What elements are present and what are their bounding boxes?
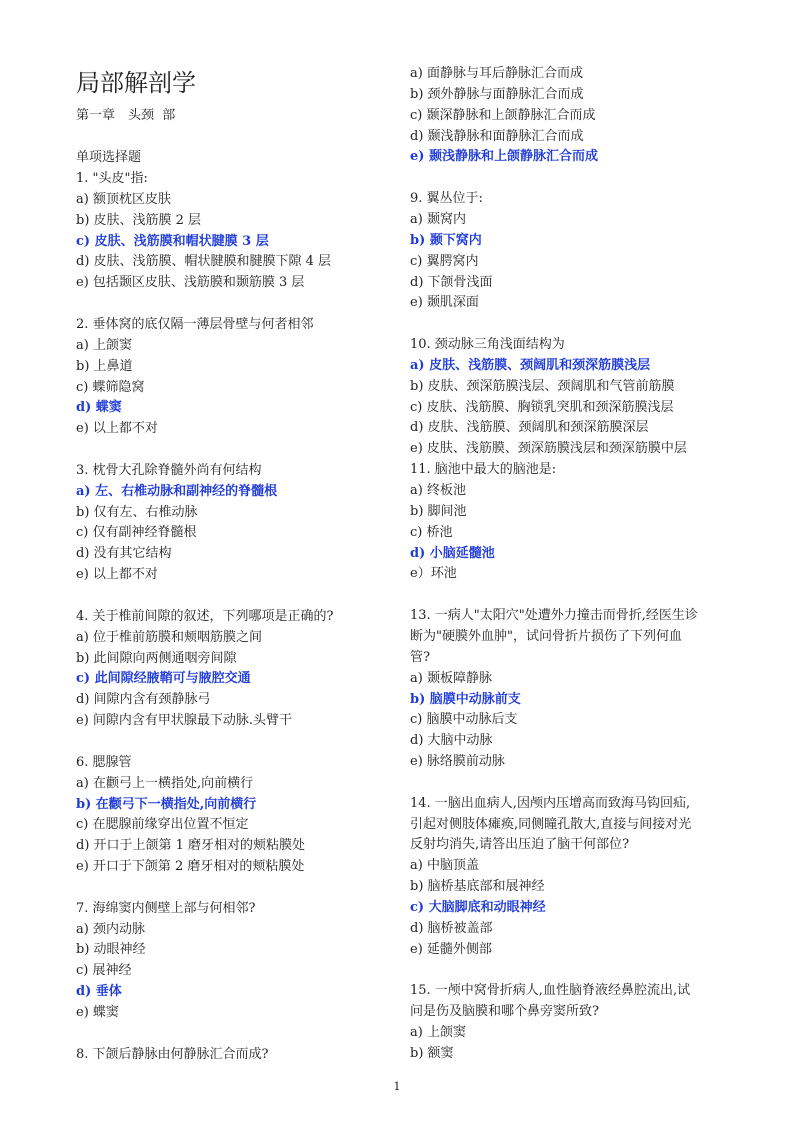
question-line: 4. 关于椎前间隙的叙述，下列哪项是正确的?: [76, 608, 334, 624]
question-line: 6. 腮腺管: [76, 754, 132, 770]
question-line: 8. 下颌后静脉由何静脉汇合而成?: [76, 1046, 269, 1062]
question-line: e) 蝶窦: [76, 1005, 119, 1020]
question-line: c) 翼腭窝内: [410, 253, 479, 269]
question-line: a) 颞窝内: [410, 211, 466, 227]
question-line: 13. 一病人"太阳穴"处遭外力撞击而骨折,经医生诊: [410, 608, 698, 624]
question-line: 7. 海绵窦内侧壁上部与何相邻?: [76, 900, 256, 916]
question-line: 1. "头皮"指:: [76, 171, 148, 186]
correct-answer-line: b) 在颧弓下一横指处,向前横行: [76, 796, 257, 812]
correct-answer-line: b) 颞下窝内: [410, 232, 482, 248]
question-line: d) 大脑中动脉: [410, 733, 493, 749]
section-heading: 单项选择题: [76, 150, 142, 165]
question-line: e) 以上都不对: [76, 567, 158, 583]
question-line: 问是伤及脑膜和哪个鼻旁窦所致?: [410, 1004, 599, 1020]
correct-answer-line: d) 小脑延髓池: [410, 545, 495, 561]
question-line: a) 位于椎前筋膜和颊咽筋膜之间: [76, 629, 262, 645]
question-line: b) 颈外静脉与面静脉汇合而成: [410, 86, 584, 102]
question-line: 2. 垂体窝的底仅隔一薄层骨壁与何者相邻: [76, 316, 314, 332]
question-line: d) 颞浅静脉和面静脉汇合而成: [410, 128, 584, 144]
question-line: d) 开口于上颌第 1 磨牙相对的颊粘膜处: [76, 838, 306, 854]
question-line: b) 上鼻道: [76, 358, 133, 374]
correct-answer-line: b) 脑膜中动脉前支: [410, 691, 521, 707]
question-line: c) 仅有副神经脊髓根: [76, 525, 197, 541]
chapter-heading: 第一章 头颈 部: [76, 108, 176, 123]
question-line: b) 此间隙向两侧通咽旁间隙: [76, 650, 237, 666]
question-line: e）环池: [410, 566, 457, 582]
question-line: d) 皮肤、浅筋膜、帽状腱膜和腱膜下隙 4 层: [76, 254, 332, 270]
question-line: 11. 脑池中最大的脑池是:: [410, 462, 557, 478]
question-line: e) 开口于下颌第 2 磨牙相对的颊粘膜处: [76, 859, 305, 875]
question-line: a) 颞板障静脉: [410, 670, 492, 686]
correct-answer-line: a) 皮肤、浅筋膜、颈阔肌和颈深筋膜浅层: [410, 357, 651, 373]
question-line: c) 蝶筛隐窝: [76, 379, 145, 395]
correct-answer-line: d) 垂体: [76, 984, 122, 1000]
question-line: e) 包括颞区皮肤、浅筋膜和颞筋膜 3 层: [76, 275, 305, 291]
question-line: 引起对侧肢体瘫痪,同侧瞳孔散大,直接与间接对光: [410, 816, 692, 832]
question-line: e) 间隙内含有甲状腺最下动脉.头臂干: [76, 713, 293, 729]
question-line: e) 颞肌深面: [410, 295, 479, 311]
question-line: c) 展神经: [76, 963, 132, 979]
question-line: c) 脑膜中动脉后支: [410, 712, 518, 728]
correct-answer-line: e) 颞浅静脉和上颌静脉汇合而成: [410, 149, 598, 165]
question-line: b) 皮肤、颈深筋膜浅层、颈阔肌和气管前筋膜: [410, 378, 675, 394]
correct-answer-line: c) 大脑脚底和动眼神经: [410, 900, 546, 915]
correct-answer-line: a) 左、右椎动脉和副神经的脊髓根: [76, 483, 278, 499]
question-line: 14. 一脑出血病人,因颅内压增高而致海马钩回疝,: [410, 795, 691, 811]
question-line: b) 动眼神经: [76, 942, 146, 958]
question-line: d) 没有其它结构: [76, 546, 172, 562]
question-line: a) 终板池: [410, 483, 466, 498]
question-line: d) 脑桥被盖部: [410, 920, 493, 936]
correct-answer-line: c) 皮肤、浅筋膜和帽状腱膜 3 层: [76, 233, 269, 249]
question-line: c) 在腮腺前缘穿出位置不恒定: [76, 817, 249, 833]
correct-answer-line: c) 此间隙经腋鞘可与腋腔交通: [76, 671, 251, 687]
question-line: a) 中脑顶盖: [410, 858, 479, 874]
question-line: e) 脉络膜前动脉: [410, 754, 505, 770]
question-line: a) 在颧弓上一横指处,向前横行: [76, 775, 254, 791]
question-line: d) 下颌骨浅面: [410, 274, 493, 290]
question-line: e) 以上都不对: [76, 421, 158, 437]
question-line: 15. 一颅中窝骨折病人,血性脑脊液经鼻腔流出,试: [410, 983, 691, 999]
question-line: a) 额顶枕区皮肤: [76, 191, 171, 207]
question-line: a) 上颌窦: [410, 1025, 466, 1041]
question-line: e) 延髓外侧部: [410, 941, 492, 957]
page-title: 局部解剖学: [76, 69, 196, 97]
question-line: b) 脚间池: [410, 503, 467, 519]
correct-answer-line: d) 蝶窦: [76, 400, 122, 416]
question-line: 反射均消失,请答出压迫了脑干何部位?: [410, 837, 630, 853]
question-line: e) 皮肤、浅筋膜、颈深筋膜浅层和颈深筋膜中层: [410, 441, 687, 457]
question-line: b) 皮肤、浅筋膜 2 层: [76, 212, 202, 228]
question-line: d) 间隙内含有颈静脉弓: [76, 692, 211, 708]
question-line: d) 皮肤、浅筋膜、颈阔肌和颈深筋膜深层: [410, 420, 649, 436]
question-line: 3. 枕骨大孔除脊髓外尚有何结构: [76, 462, 262, 478]
question-line: a) 上颌窦: [76, 337, 132, 353]
question-line: a) 面静脉与耳后静脉汇合而成: [410, 66, 583, 81]
question-line: b) 额窦: [410, 1045, 454, 1061]
question-line: 9. 翼丛位于:: [410, 191, 483, 207]
question-line: c) 皮肤、浅筋膜、胸锁乳突肌和颈深筋膜浅层: [410, 399, 674, 415]
question-line: b) 脑桥基底部和展神经: [410, 879, 545, 895]
question-line: b) 仅有左、右椎动脉: [76, 504, 198, 520]
question-line: c) 桥池: [410, 524, 453, 540]
question-line: a) 颈内动脉: [76, 921, 145, 937]
question-line: 管?: [410, 649, 430, 665]
page-number: 1: [393, 1080, 401, 1093]
question-line: 10. 颈动脉三角浅面结构为: [410, 337, 565, 353]
question-line: c) 颞深静脉和上颌静脉汇合而成: [410, 107, 596, 123]
question-line: 断为"硬膜外血肿"，试问骨折片损伤了下列何血: [410, 628, 682, 644]
